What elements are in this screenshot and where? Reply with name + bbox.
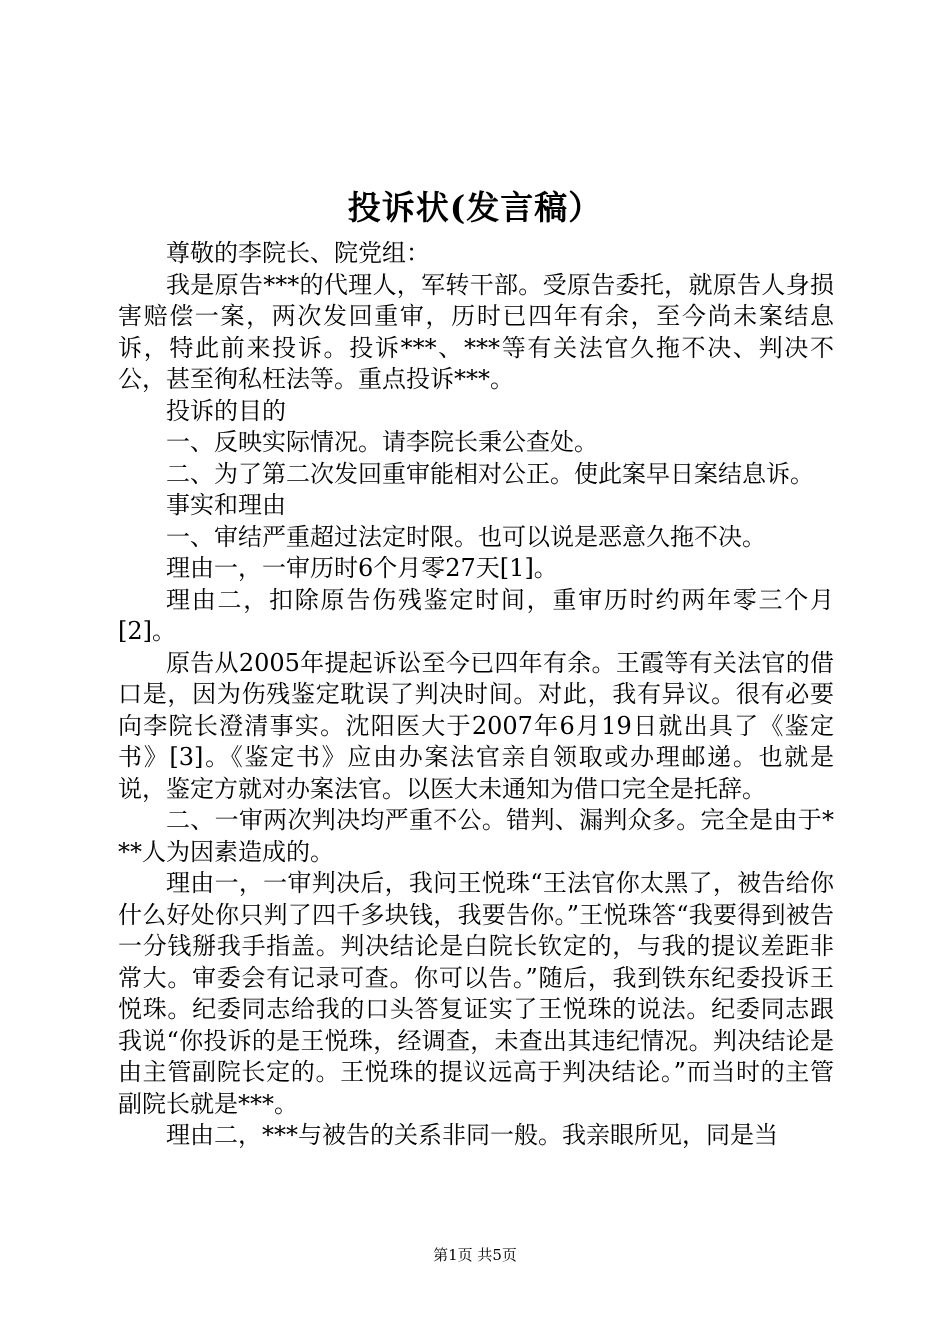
paragraph: 理由二，扣除原告伤残鉴定时间，重审历时约两年零三个月[2]。 [118, 585, 834, 645]
paragraph: 理由一，一审历时6个月零27天[1]。 [166, 554, 558, 582]
paragraph: 理由二，***与被告的关系非同一般。我亲眼所见，同是当 [166, 1121, 778, 1149]
document-body [118, 238, 834, 1152]
paragraph: 一、反映实际情况。请李院长秉公查处。 [166, 428, 598, 456]
paragraph: 我是原告***的代理人，军转干部。受原告委托，就原告人身损害赔偿一案，两次发回重审，历时已四年有余，至今尚未案结息诉，特此前来投诉。投诉***、***等有关法官久拖不决、判决不公，甚至徇私枉法等。重点投诉***。 [118, 270, 834, 393]
paragraph: 二、一审两次判决均严重不公。错判、漏判众多。完全是由于***人为因素造成的。 [118, 806, 834, 866]
paragraph: 理由一，一审判决后，我问王悦珠“王法官你太黑了，被告给你什么好处你只判了四千多块钱，我要告你。”王悦珠答“我要得到被告一分钱掰我手指盖。判决结论是白院长钦定的，与我的提议差距非常大。审委会有记录可查。你可以告。”随后，我到铁东纪委投诉王悦珠。纪委同志给我的口头答复证实了王悦珠的说法。纪委同志跟我说“你投诉的是王悦珠，经调查，未查出其违纪情况。判决结论是由主管副院长定的。王悦珠的提议远高于判决结论。”而当时的主管副院长就是***。 [118, 869, 834, 1118]
paragraph: 一、审结严重超过法定时限。也可以说是恶意久拖不决。 [166, 522, 766, 551]
document-title: 投诉状(发言稿） [347, 188, 603, 227]
page-footer: 第1页 共5页 [433, 1246, 517, 1264]
paragraph: 二、为了第二次发回重审能相对公正。使此案早日案结息诉。 [166, 459, 814, 488]
paragraph: 原告从2005年提起诉讼至今已四年有余。王霞等有关法官的借口是，因为伤残鉴定耽误了判决时间。对此，我有异议。很有必要向李院长澄清事实。沈阳医大于2007年6月19日就出具了《鉴定书》[3]。《鉴定书》应由办案法官亲自领取或办理邮递。也就是说，鉴定方就对办案法官。以医大未通知为借口完全是托辞。 [118, 648, 834, 803]
paragraph-salutation: 尊敬的李院长、院党组： [166, 239, 430, 267]
section-heading: 投诉的目的 [166, 396, 286, 425]
section-heading: 事实和理由 [166, 491, 286, 519]
